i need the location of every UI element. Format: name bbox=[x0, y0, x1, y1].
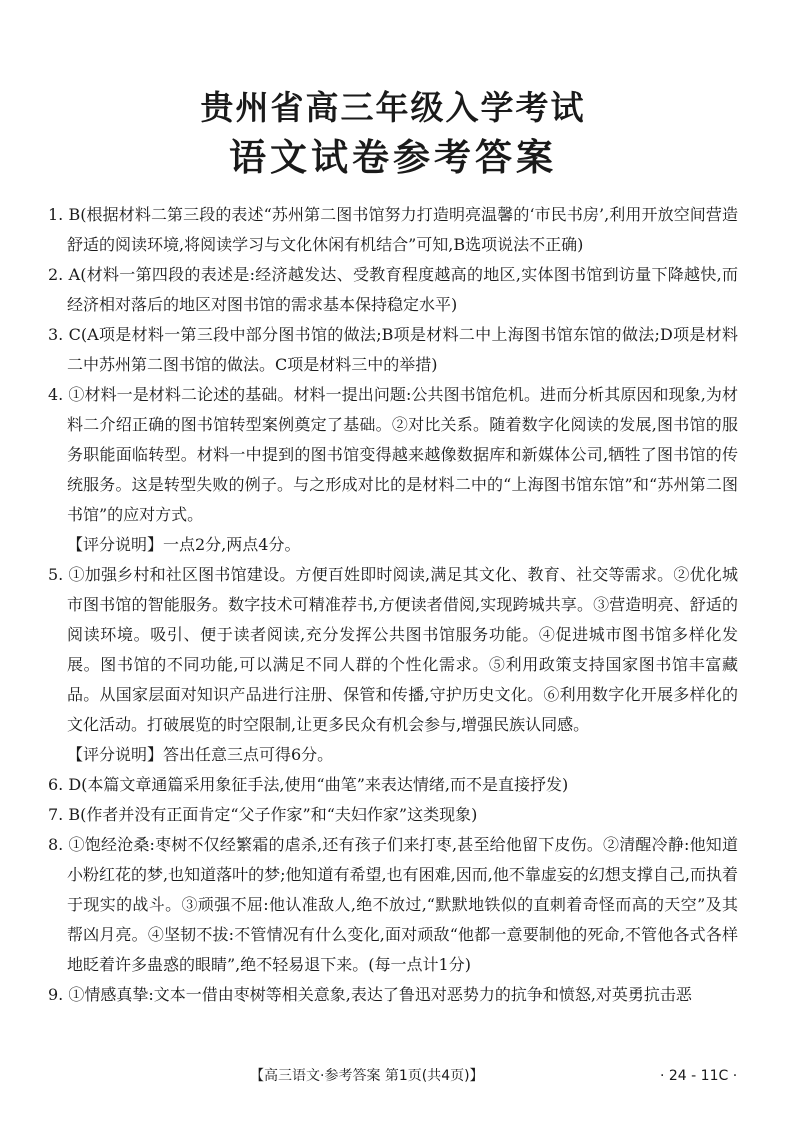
answer-item-5: 5. ①加强乡村和社区图书馆建设。方便百姓即时阅读,满足其文化、教育、社交等需求。②优化城市图书馆的智能服务。数字技术可精准荐书,方便读者借阅,实现跨城共享。③营造明亮、舒适的阅读环境。吸引、便于读者阅读,充分发挥公共图书馆服务功能。④促进城市图书馆多样化发展。图书馆的不同功能,可以满足不同人群的个性化需求。⑤利用政策支持国家图书馆丰富藏品。从国家层面对知识产品进行注册、保管和传播,守护历史文化。⑥利用数字化开展多样化的文化活动。打破展览的时空限制,让更多民众有机会参与,增强民族认同感。 bbox=[48, 565, 738, 734]
answer-item-9: 9. ①情感真挚:文本一借由枣树等相关意象,表达了鲁迅对恶势力的抗争和愤怒,对英勇抗击恶 bbox=[48, 985, 692, 1004]
answer-item-8: 8. ①饱经沧桑:枣树不仅经繁霜的虐杀,还有孩子们来打枣,甚至给他留下皮伤。②清醒冷静:他知道小粉红花的梦,也知道落叶的梦;他知道有希望,也有困难,因而,他不靠虚妄的幻想支撑自己,而执着于现实的战斗。③顽强不屈:他认准敌人,绝不放过,“默默地铁似的直刺着奇怪而高的天空”及其帮凶月亮。④坚韧不拔:不管情况有什么变化,面对顽敌“他都一意要制他的死命,不管他各式各样地眨着许多蛊惑的眼睛”,绝不轻易退下来。(每一点计1分) bbox=[48, 835, 738, 974]
answer-item-2: 2. A(材料一第四段的表述是:经济越发达、受教育程度越高的地区,实体图书馆到访量下降越快,而经济相对落后的地区对图书馆的需求基本保持稳定水平) bbox=[48, 265, 738, 314]
answer-item-3: 3. C(A项是材料一第三段中部分图书馆的做法;B项是材料二中上海图书馆东馆的做法;D项是材料二中苏州第二图书馆的做法。C项是材料三中的举措) bbox=[48, 325, 738, 374]
scoring-note-4: 【评分说明】一点2分,两点4分。 bbox=[67, 535, 301, 554]
exam-title: 贵州省高三年级入学考试 bbox=[200, 88, 586, 127]
footer-code: · 24 - 11C · bbox=[660, 1068, 738, 1084]
scoring-note-5: 【评分说明】答出任意三点可得6分。 bbox=[67, 745, 334, 764]
answer-list bbox=[48, 200, 738, 1010]
answer-item-7: 7. B(作者并没有正面肯定“父子作家”和“夫妇作家”这类现象) bbox=[48, 805, 478, 824]
answer-item-6: 6. D(本篇文章通篇采用象征手法,使用“曲笔”来表达情绪,而不是直接抒发) bbox=[48, 775, 569, 794]
answer-item-1: 1. B(根据材料二第三段的表述“苏州第二图书馆努力打造明亮温馨的‘市民书房’,利用开放空间营造舒适的阅读环境,将阅读学习与文化休闲有机结合”可知,B选项说法不正确) bbox=[48, 205, 738, 254]
footer-page-info: 【高三语文·参考答案 第1页(共4页)】 bbox=[250, 1068, 484, 1084]
answer-item-4: 4. ①材料一是材料二论述的基础。材料一提出问题:公共图书馆危机。进而分析其原因和现象,为材料二介绍正确的图书馆转型案例奠定了基础。②对比关系。随着数字化阅读的发展,图书馆的服务职能面临转型。材料一中提到的图书馆变得越来越像数据库和新媒体公司,牺牲了图书馆的传统服务。这是转型失败的例子。与之形成对比的是材料二中的“上海图书馆东馆”和“苏州第二图书馆”的应对方式。 bbox=[48, 385, 738, 524]
answer-key-title: 语文试卷参考答案 bbox=[229, 136, 557, 179]
